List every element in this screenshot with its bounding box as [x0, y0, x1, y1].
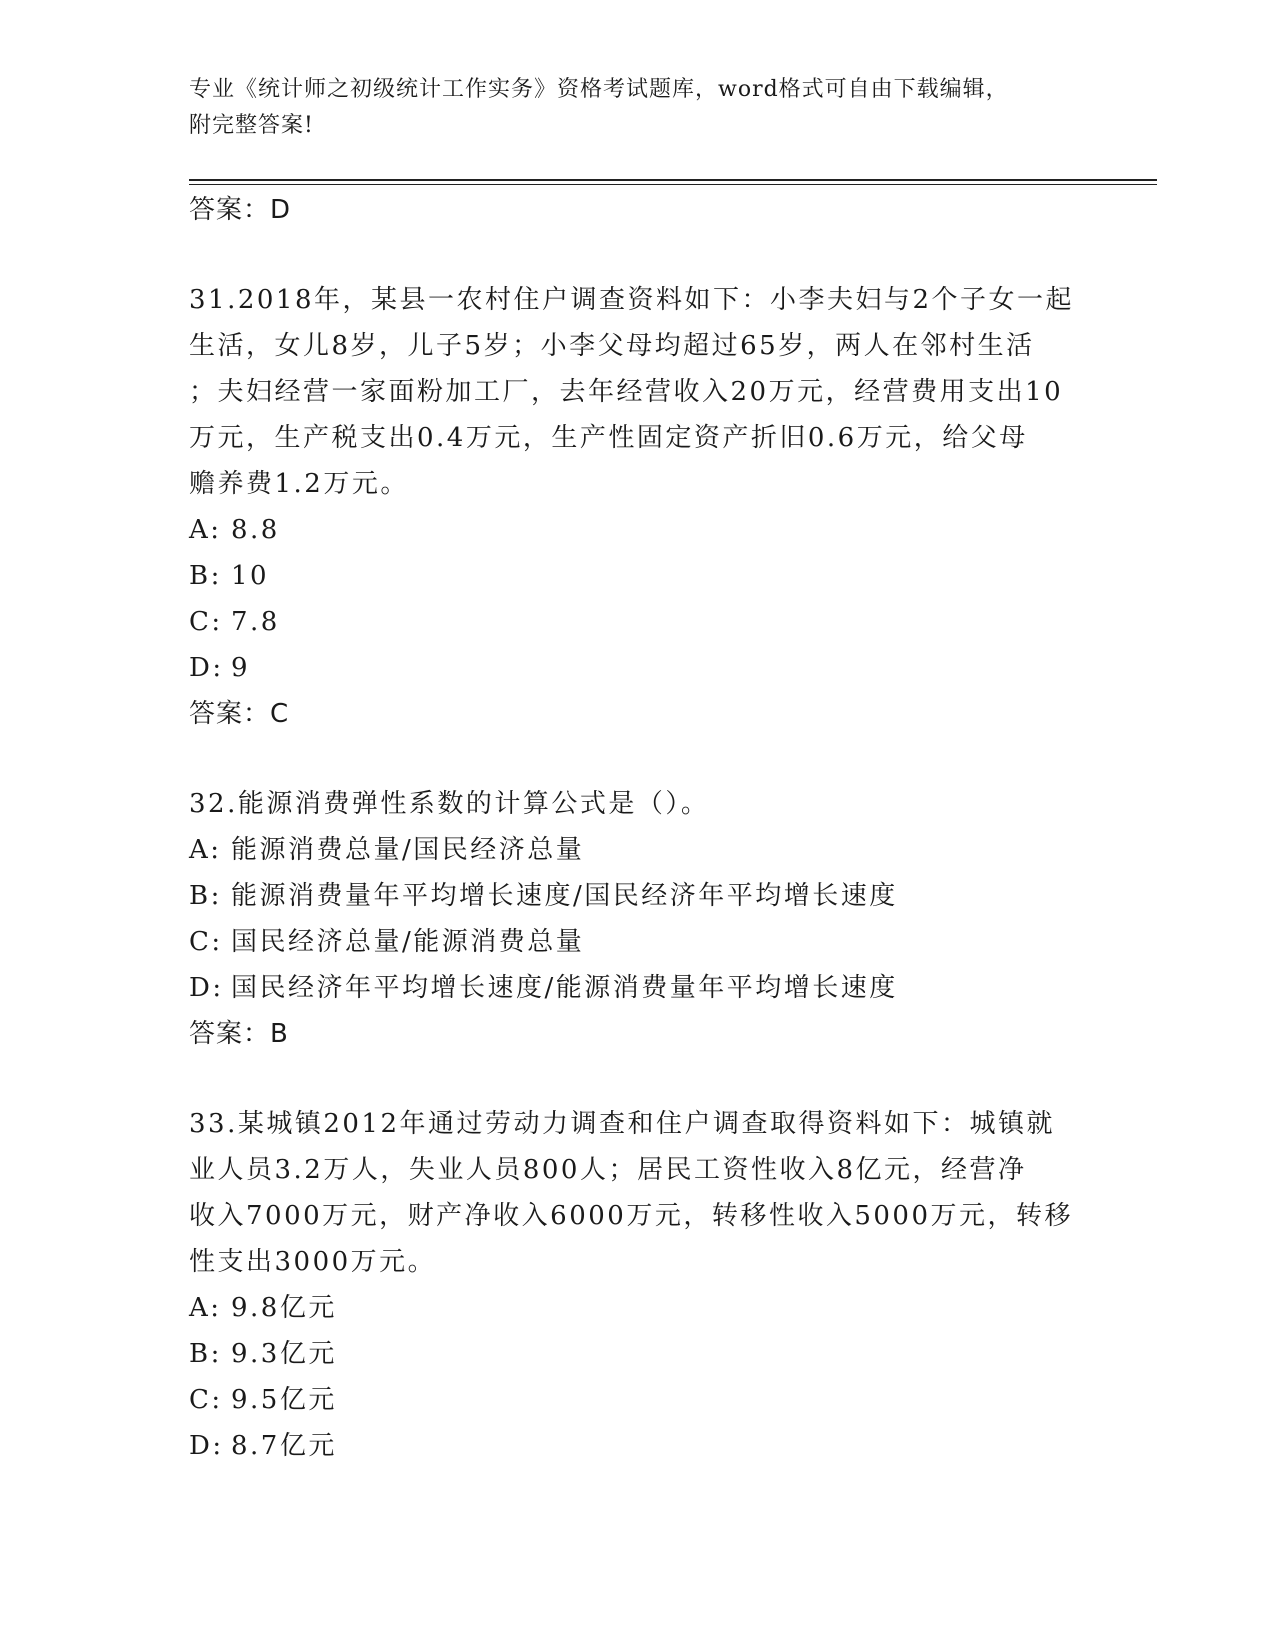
- option-text: 能源消费总量/国民经济总量: [231, 835, 585, 865]
- question-stem-line: 生活，女儿8岁，儿子5岁；小李父母均超过65岁，两人在邻村生活: [189, 331, 1035, 361]
- option-text: 7.8: [231, 607, 280, 637]
- option-text: 国民经济年平均增长速度/能源消费量年平均增长速度: [231, 973, 898, 1003]
- answer: 答案：C: [189, 699, 290, 729]
- option-label: A:: [189, 1293, 222, 1323]
- option-label: A:: [189, 515, 222, 545]
- option-label: D:: [189, 1431, 224, 1461]
- question-stem-line: 33.某城镇2012年通过劳动力调查和住户调查取得资料如下：城镇就: [189, 1109, 1056, 1139]
- option-c: [189, 599, 1089, 645]
- header-divider-thick: [189, 179, 1157, 181]
- option-text: 国民经济总量/能源消费总量: [231, 927, 585, 957]
- question-32: [189, 781, 1089, 1057]
- option-text: 9: [231, 653, 251, 683]
- header-divider-thin: [189, 184, 1157, 185]
- question-stem-line: 万元，生产税支出0.4万元，生产性固定资产折旧0.6万元，给父母: [189, 423, 1028, 453]
- option-text: 9.5亿元: [231, 1385, 337, 1415]
- question-stem-line: 32.能源消费弹性系数的计算公式是（）。: [189, 789, 710, 819]
- question-stem-line: 收入7000万元，财产净收入6000万元，转移性收入5000万元，转移: [189, 1201, 1074, 1231]
- option-b: [189, 553, 1089, 599]
- option-c: [189, 1377, 1089, 1423]
- question-stem-line: ；夫妇经营一家面粉加工厂，去年经营收入20万元，经营费用支出10: [189, 377, 1064, 407]
- option-text: 9.3亿元: [231, 1339, 337, 1369]
- option-text: 10: [231, 561, 270, 591]
- question-stem-line: 赡养费1.2万元。: [189, 469, 409, 499]
- option-text: 8.8: [231, 515, 280, 545]
- option-label: A:: [189, 835, 222, 865]
- spacer: [189, 233, 1089, 277]
- document-header-note: [189, 72, 1069, 144]
- question-stem-line: 31.2018年，某县一农村住户调查资料如下：小李夫妇与2个子女一起: [189, 285, 1075, 315]
- question-stem-line: 业人员3.2万人，失业人员800人；居民工资性收入8亿元，经营净: [189, 1155, 1027, 1185]
- option-label: C:: [189, 927, 223, 957]
- option-d: [189, 645, 1089, 691]
- option-c: [189, 919, 1089, 965]
- option-b: [189, 1331, 1089, 1377]
- option-a: [189, 1285, 1089, 1331]
- previous-answer: 答案：D: [189, 195, 292, 225]
- question-31: [189, 277, 1089, 737]
- option-text: 8.7亿元: [231, 1431, 337, 1461]
- question-stem-line: 性支出3000万元。: [189, 1247, 437, 1277]
- option-label: C:: [189, 1385, 223, 1415]
- header-line-2: 附完整答案!: [189, 113, 314, 138]
- option-label: B:: [189, 561, 222, 591]
- answer: 答案：B: [189, 1019, 289, 1049]
- option-d: [189, 965, 1089, 1011]
- option-text: 9.8亿元: [231, 1293, 337, 1323]
- option-b: [189, 873, 1089, 919]
- option-label: D:: [189, 653, 224, 683]
- option-label: B:: [189, 1339, 222, 1369]
- spacer: [189, 737, 1089, 781]
- question-list: [189, 187, 1089, 1469]
- option-a: [189, 507, 1089, 553]
- option-d: [189, 1423, 1089, 1469]
- option-text: 能源消费量年平均增长速度/国民经济年平均增长速度: [231, 881, 898, 911]
- question-33: [189, 1101, 1089, 1469]
- spacer: [189, 1057, 1089, 1101]
- header-line-1: 专业《统计师之初级统计工作实务》资格考试题库，word格式可自由下载编辑，: [189, 77, 1009, 102]
- option-label: C:: [189, 607, 223, 637]
- option-label: D:: [189, 973, 224, 1003]
- option-label: B:: [189, 881, 222, 911]
- option-a: [189, 827, 1089, 873]
